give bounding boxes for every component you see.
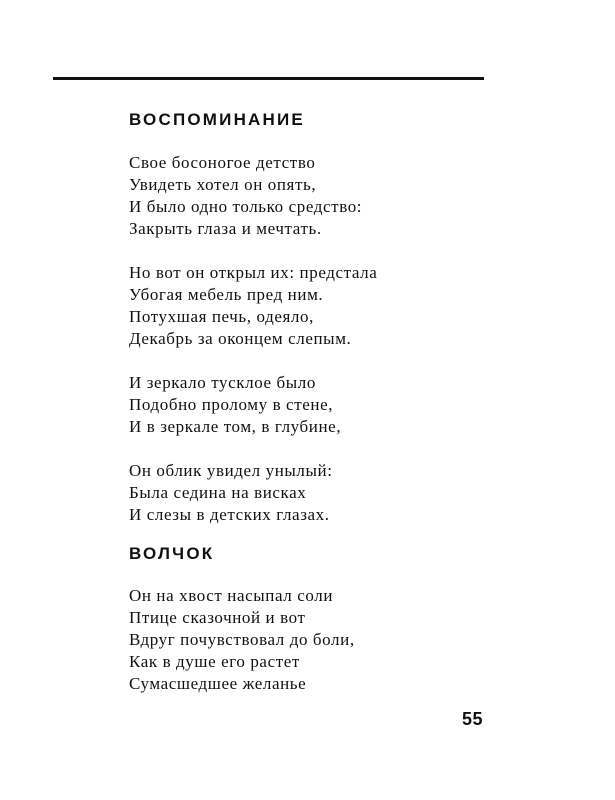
poem-line: Закрыть глаза и мечтать. bbox=[129, 219, 322, 238]
poem-line: Подобно пролому в стене, bbox=[129, 395, 334, 414]
top-rule bbox=[53, 77, 484, 80]
poem-line: Увидеть хотел он опять, bbox=[129, 175, 317, 194]
poem-vospominanie bbox=[129, 110, 529, 548]
poem-line: Декабрь за оконцем слепым. bbox=[129, 329, 352, 348]
poem-line: Была седина на висках bbox=[129, 483, 307, 502]
poem-line: Свое босоногое детство bbox=[129, 153, 316, 172]
page-number: 55 bbox=[462, 709, 484, 729]
stanza bbox=[129, 372, 529, 438]
stanza bbox=[129, 152, 529, 240]
poem-line: Вдруг почувствовал до боли, bbox=[129, 630, 355, 649]
poem-volchok bbox=[129, 544, 529, 695]
poem-line: Он облик увидел унылый: bbox=[129, 461, 333, 480]
stanza bbox=[129, 262, 529, 350]
poem-line: Убогая мебель пред ним. bbox=[129, 285, 324, 304]
poem-line: И в зеркале том, в глубине, bbox=[129, 417, 342, 436]
poem-line: Но вот он открыл их: предстала bbox=[129, 263, 378, 282]
poem-line: Он на хвост насыпал соли bbox=[129, 586, 334, 605]
poem-line: И зеркало тусклое было bbox=[129, 373, 316, 392]
poem-title: ВОСПОМИНАНИЕ bbox=[129, 110, 305, 129]
poem-line: Потухшая печь, одеяло, bbox=[129, 307, 314, 326]
stanza bbox=[129, 585, 529, 695]
stanza bbox=[129, 460, 529, 526]
poem-line: Как в душе его растет bbox=[129, 652, 300, 671]
poem-line: И слезы в детских глазах. bbox=[129, 505, 330, 524]
poem-line: Птице сказочной и вот bbox=[129, 608, 306, 627]
poem-line: И было одно только средство: bbox=[129, 197, 363, 216]
poem-title: ВОЛЧОК bbox=[129, 544, 215, 563]
poem-line: Сумасшедшее желанье bbox=[129, 674, 307, 693]
